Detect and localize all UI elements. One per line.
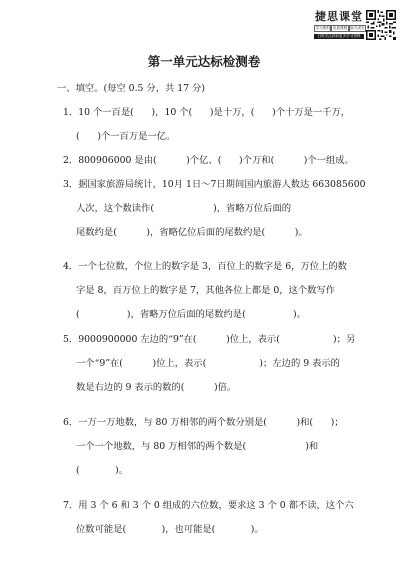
brand-logo [314,10,364,39]
brand-tag: 优质课程 [332,26,348,30]
question-1-line-1: 1．10 个一百是( )，10 个( )是十万，( )个十万是一千万， [63,107,351,118]
question-4-line-2: 字是 8，百万位上的数字是 7，其他各位上都是 0，这个数写作 [76,285,336,296]
brand-slogan: 扫码关注获取更多学习资料 [314,34,364,39]
question-5-line-2: 一个“9”在( )位上，表示( )；左边的 9 表示的 [76,358,340,369]
brand-tags [314,25,364,32]
question-4-line-3: ( )，省略万位后面的尾数约是( )。 [76,309,306,320]
qr-code-icon [366,10,396,40]
question-1-line-2: ( )个一百万是一亿。 [76,131,176,142]
question-7-line-2: 位数可能是( )，也可能是( )。 [76,524,264,535]
question-4-line-1: 4．一个七位数，个位上的数字是 3，百位上的数字是 6，万位上的数 [63,261,347,272]
question-6-line-1: 6．一万一万地数，与 80 万相邻的两个数分别是( )和( )； [63,417,344,428]
brand-name: 捷思课堂 [315,10,363,23]
question-7-line-1: 7．用 3 个 6 和 3 个 0 组成的六位数，要求这 3 个 0 都不读，这个六 [63,500,354,511]
question-5-line-1: 5．9000900000 左边的“9”在( )位上，表示( )；另 [63,334,356,345]
page-title: 第一单元达标检测卷 [147,54,261,69]
question-3-line-2: 人次，这个数读作( )，省略万位后面的 [76,203,292,214]
brand-tag: 助力成长 [350,26,365,30]
question-5-line-3: 数是右边的 9 表示的数的( )倍。 [76,382,237,393]
question-3-line-1: 3．据国家旅游局统计，10月 1日～7日期间国内旅游人数达 663085600 [63,179,366,190]
section-heading: 一、填空。(每空 0.5 分，共 17 分) [57,83,205,94]
question-6-line-2: 一个一个地数，与 80 万相邻的两个数是( )和 [76,441,319,452]
question-2-line-1: 2．800906000 是由( )个亿、( )个万和( )个一组成。 [63,155,354,166]
brand-tag: 学习资料 [315,26,330,30]
question-6-line-3: ( )。 [76,465,129,476]
question-3-line-3: 尾数约是( )，省略亿位后面的尾数约是( )。 [76,227,308,238]
